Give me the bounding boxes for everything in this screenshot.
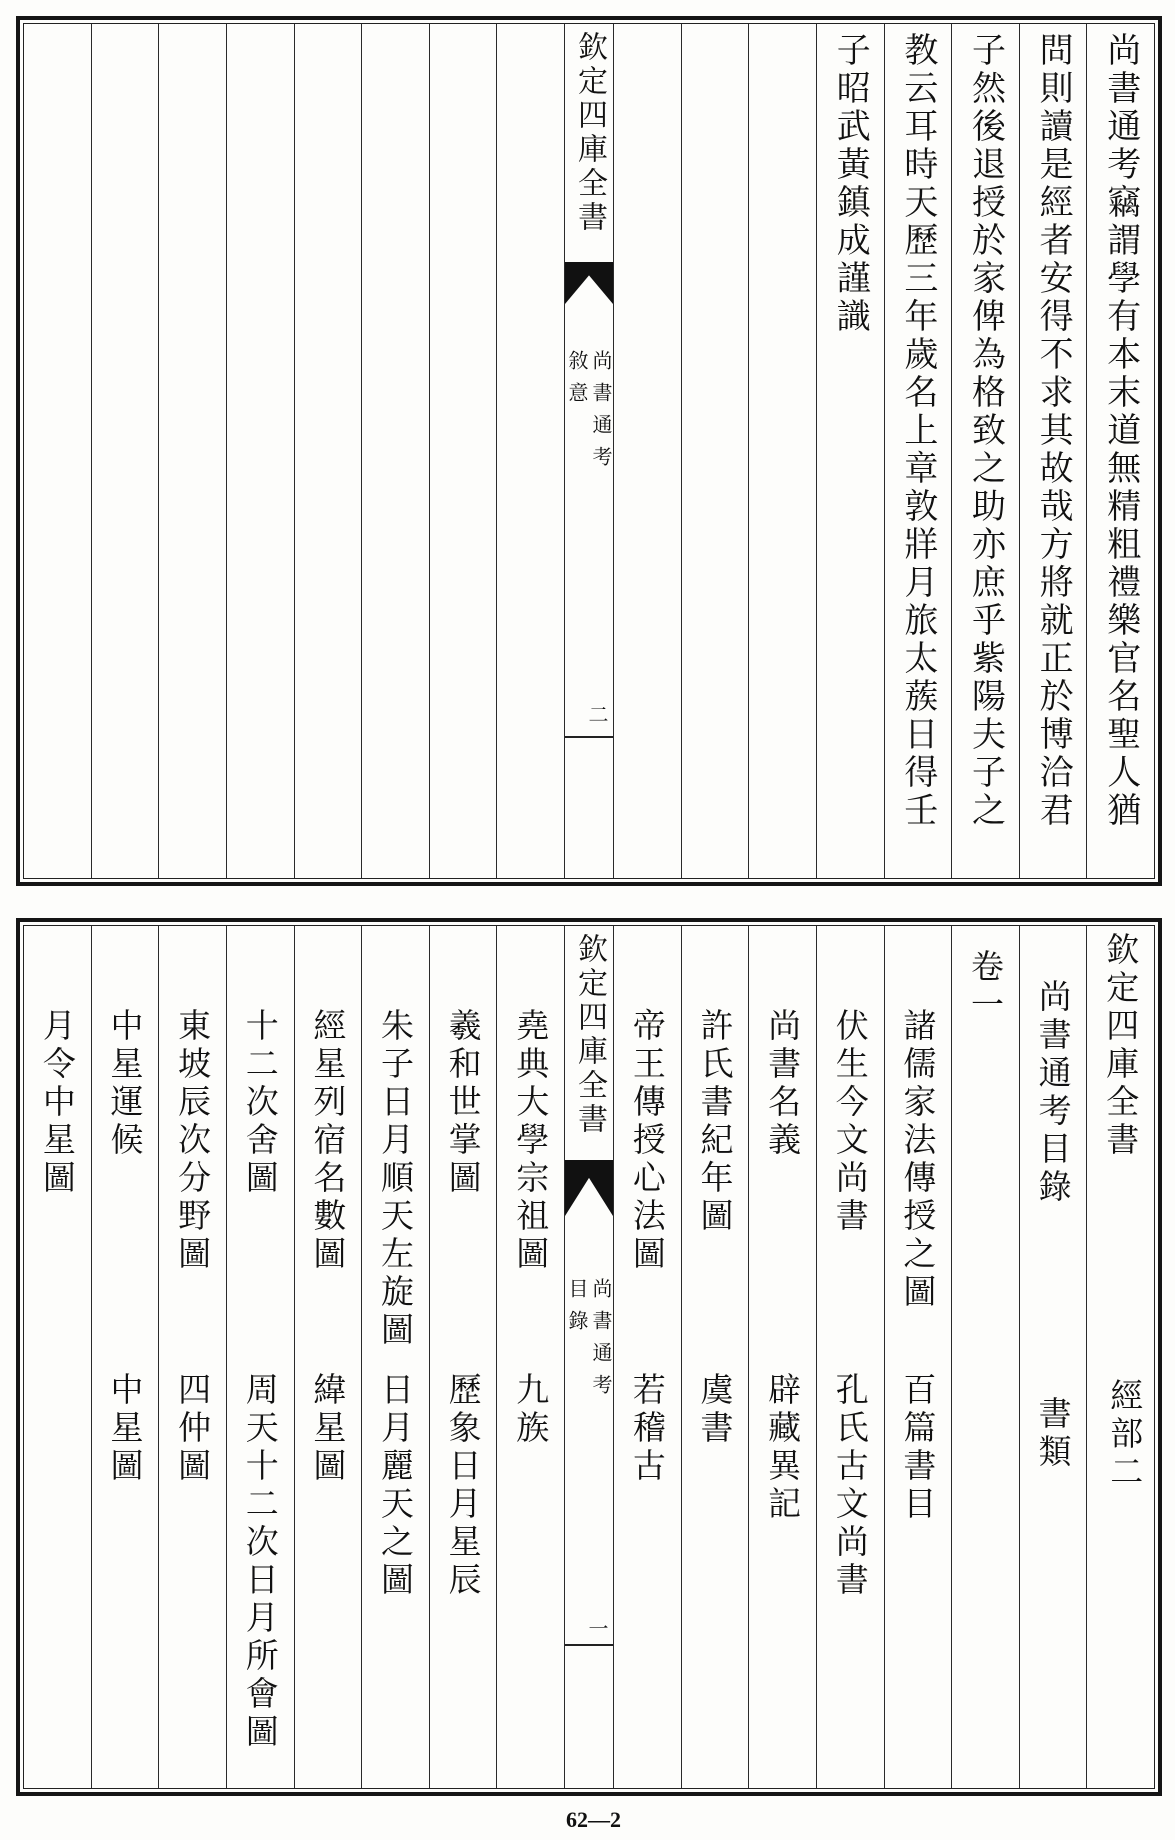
contents-column — [748, 926, 816, 1788]
contents-column — [158, 926, 226, 1788]
contents-entry: 中星運候 — [105, 1008, 145, 1160]
empty-column — [681, 24, 749, 878]
spine — [564, 926, 613, 1788]
text-column — [816, 24, 884, 878]
contents-column — [884, 926, 952, 1788]
empty-column — [429, 24, 497, 878]
empty-column — [294, 24, 362, 878]
lower-sheet — [16, 918, 1162, 1796]
preface-line: 教云耳時天歷三年歲名上章敦牂月旅太蔟日得壬 — [897, 32, 938, 830]
spine-rule — [565, 736, 613, 738]
contents-entry: 東坡辰次分野圖 — [173, 1008, 213, 1274]
contents-column — [226, 926, 294, 1788]
footer-page-label: 62—2 — [566, 1807, 621, 1832]
fishtail-mark — [565, 262, 613, 304]
contents-entry: 歷象日月星辰 — [443, 1372, 483, 1600]
contents-entry: 十二次舍圖 — [240, 1008, 280, 1198]
fishtail-mark — [565, 1160, 613, 1216]
contents-entry: 許氏書紀年圖 — [695, 1008, 735, 1236]
contents-column — [361, 926, 429, 1788]
contents-column — [429, 926, 497, 1788]
contents-entry: 諸儒家法傳授之圖 — [898, 1008, 938, 1312]
spine-series-title: 欽定四庫全書 — [572, 933, 607, 1137]
empty-column — [158, 24, 226, 878]
page-number: 二 — [585, 704, 609, 724]
contents-column — [613, 926, 681, 1788]
preface-line: 問則讀是經者安得不求其故哉方將就正於博洽君 — [1033, 32, 1074, 830]
series-title: 欽定四庫全書 — [1101, 932, 1141, 1160]
category-label: 書類 — [1033, 1396, 1073, 1472]
contents-entry: 虞書 — [695, 1372, 735, 1448]
contents-entry: 若稽古 — [627, 1372, 667, 1486]
spine — [564, 24, 613, 878]
contents-entry: 伏生今文尚書 — [830, 1008, 870, 1236]
contents-entry: 羲和世掌圖 — [443, 1008, 483, 1198]
contents-entry: 周天十二次日月所會圖 — [240, 1372, 280, 1752]
preface-line: 尚書通考竊謂學有本末道無精粗禮樂官名聖人猶 — [1100, 32, 1141, 830]
contents-entry: 朱子日月順天左旋圖 — [375, 1008, 415, 1350]
empty-column — [496, 24, 564, 878]
page-number: 一 — [585, 1618, 609, 1638]
lower-sheet-frame — [23, 925, 1155, 1789]
contents-entry: 月令中星圖 — [37, 1008, 77, 1198]
spine-series-title: 欽定四庫全書 — [572, 31, 607, 235]
contents-entry: 百篇書目 — [898, 1372, 938, 1524]
contents-entry: 九族 — [511, 1372, 551, 1448]
text-column — [1086, 24, 1154, 878]
empty-column — [361, 24, 429, 878]
book-title: 尚書通考目錄 — [1033, 979, 1073, 1207]
header-column — [1086, 926, 1154, 1788]
text-column — [951, 24, 1019, 878]
empty-column — [24, 24, 91, 878]
upper-sheet — [16, 16, 1162, 886]
empty-column — [226, 24, 294, 878]
contents-entry: 四仲圖 — [173, 1372, 213, 1486]
preface-line: 子然後退授於家俾為格致之助亦庶乎紫陽夫子之 — [965, 32, 1006, 830]
preface-signature-line: 子昭武黃鎮成謹識 — [830, 32, 871, 336]
empty-column — [613, 24, 681, 878]
spine-rule — [565, 1644, 613, 1646]
empty-column — [91, 24, 159, 878]
contents-entry: 辟藏異記 — [763, 1372, 803, 1524]
contents-column — [681, 926, 749, 1788]
contents-entry: 中星圖 — [105, 1372, 145, 1486]
contents-column — [816, 926, 884, 1788]
spine-book-title: 尚書通考 — [589, 350, 613, 478]
volume-label: 卷一 — [965, 949, 1005, 1025]
spine-section-label: 目錄 — [565, 1278, 589, 1342]
contents-entry: 帝王傳授心法圖 — [627, 1008, 667, 1274]
contents-column — [294, 926, 362, 1788]
contents-column — [496, 926, 564, 1788]
text-column — [884, 24, 952, 878]
contents-entry: 尚書名義 — [763, 1008, 803, 1160]
contents-entry: 堯典大學宗祖圖 — [511, 1008, 551, 1274]
upper-sheet-frame — [23, 23, 1155, 879]
volume-column — [951, 926, 1019, 1788]
contents-entry: 日月麗天之圖 — [375, 1372, 415, 1600]
text-column — [1019, 24, 1087, 878]
empty-column — [748, 24, 816, 878]
contents-entry: 緯星圖 — [308, 1372, 348, 1486]
contents-column — [91, 926, 159, 1788]
book-title-column — [1019, 926, 1087, 1788]
contents-entry: 孔氏古文尚書 — [830, 1372, 870, 1600]
spine-book-title: 尚書通考 — [589, 1278, 613, 1406]
spine-section-label: 敘意 — [565, 350, 589, 414]
contents-column — [24, 926, 91, 1788]
contents-entry: 經星列宿名數圖 — [308, 1008, 348, 1274]
division-label: 經部二 — [1105, 1378, 1145, 1492]
